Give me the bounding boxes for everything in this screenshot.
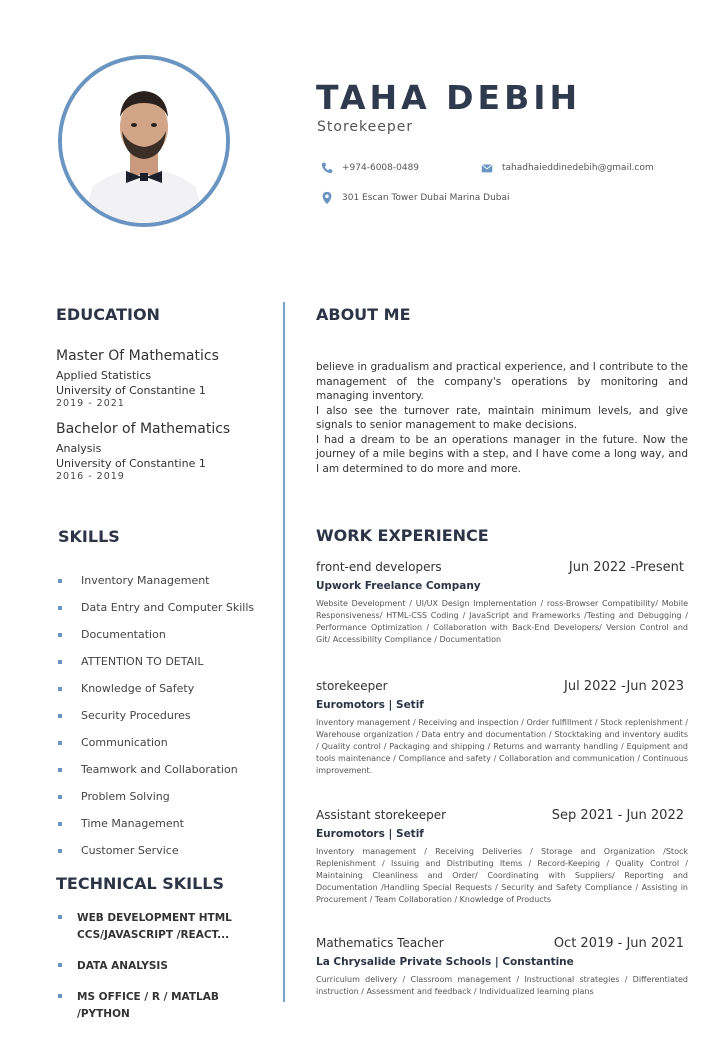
- education-item: [56, 421, 230, 482]
- job-description: Website Development / UI/UX Design Implementation / ross-Browser Compatibility/ Mobile Responsiveness/ HTML-CSS Coding / JavaScript and Frameworks /Testing and Debugging / Performance Optimization / Collaboration with Back-End Developers/ Version Control and Git/ Accessibility Compliance / Documentation: [316, 599, 688, 644]
- skill-item: Time Management: [56, 810, 281, 837]
- address-contact: [320, 191, 510, 205]
- job-entry: [316, 808, 688, 906]
- job-entry: [316, 560, 688, 646]
- portrait-image: [62, 59, 226, 223]
- skill-item: ATTENTION TO DETAIL: [56, 648, 281, 675]
- skills-list: [56, 567, 281, 864]
- bullet-icon: [58, 606, 62, 610]
- skill-item: Problem Solving: [56, 783, 281, 810]
- bullet-icon: [58, 660, 62, 664]
- bullet-icon: [58, 795, 62, 799]
- bullet-icon: [58, 994, 62, 998]
- skills-heading: SKILLS: [58, 527, 120, 546]
- technical-skill-item: WEB DEVELOPMENT HTML CCS/JAVASCRIPT /REACT...: [56, 910, 281, 944]
- job-company: Euromotors | Setif: [316, 699, 424, 711]
- degree-title: Bachelor of Mathematics: [56, 421, 231, 437]
- email-address: tahadhaieddinedebih@gmail.com: [502, 163, 654, 173]
- job-description: Inventory management / Receiving Deliveries / Storage and Organization /Stock Replenishment / Issuing and Distributing Items / Record-Keeping / Quality Control / Maintaining Cleanliness and Order/ Coordinating with Suppliers/ Reporting and Documentation /Handling Special Requests / Security and Safety Compliance / Assisting in Procurement / Team Collaboration / Knowledge of Products: [316, 847, 688, 904]
- degree-years: 2019 - 2021: [56, 398, 125, 409]
- bullet-icon: [58, 741, 62, 745]
- job-description: Curriculum delivery / Classroom management / Instructional strategies / Differentiated instruction / Assessment and feedback / Individualized learning plans: [316, 975, 688, 996]
- bullet-icon: [58, 633, 62, 637]
- job-title: front-end developers: [316, 560, 442, 574]
- job-title: Mathematics Teacher: [316, 936, 444, 950]
- degree-years: 2016 - 2019: [56, 471, 125, 482]
- profile-photo: [58, 55, 230, 227]
- degree-field: Analysis: [56, 442, 102, 455]
- degree-title: Master Of Mathematics: [56, 348, 219, 364]
- candidate-name: TAHA DEBIH: [316, 78, 582, 117]
- job-title: Assistant storekeeper: [316, 808, 447, 822]
- bullet-icon: [58, 915, 62, 919]
- skill-item: Teamwork and Collaboration: [56, 756, 281, 783]
- skill-item: Inventory Management: [56, 567, 281, 594]
- job-dates: Sep 2021 - Jun 2022: [551, 808, 684, 823]
- technical-skill-item: MS OFFICE / R / MATLAB /PYTHON: [56, 989, 281, 1023]
- address-text: 301 Escan Tower Dubai Marina Dubai: [342, 193, 510, 203]
- location-icon: [320, 191, 334, 205]
- about-paragraph: believe in gradualism and practical experience, and I contribute to the management of the company's operations by monitoring and managing inventory.: [316, 361, 688, 402]
- column-divider: [283, 302, 285, 1002]
- technical-skills-list: [56, 910, 281, 1037]
- phone-number: +974-6008-0489: [342, 163, 420, 173]
- job-company: Upwork Freelance Company: [316, 580, 481, 592]
- bullet-icon: [58, 849, 62, 853]
- candidate-role: Storekeeper: [317, 119, 414, 135]
- email-contact: [480, 161, 654, 175]
- skill-item: Security Procedures: [56, 702, 281, 729]
- skill-item: Communication: [56, 729, 281, 756]
- about-text: [316, 360, 688, 476]
- bullet-icon: [58, 579, 62, 583]
- skill-item: Data Entry and Computer Skills: [56, 594, 281, 621]
- job-company: Euromotors | Setif: [316, 828, 424, 840]
- degree-school: University of Constantine 1: [56, 384, 206, 397]
- job-dates: Jul 2022 -Jun 2023: [564, 679, 684, 694]
- about-heading: ABOUT ME: [316, 305, 411, 324]
- technical-skills-heading: TECHNICAL SKILLS: [56, 874, 224, 893]
- education-item: [56, 348, 219, 409]
- job-dates: Oct 2019 - Jun 2021: [553, 936, 684, 951]
- phone-icon: [320, 161, 334, 175]
- education-heading: EDUCATION: [56, 305, 160, 324]
- bullet-icon: [58, 687, 62, 691]
- email-icon: [480, 161, 494, 175]
- skill-item: Knowledge of Safety: [56, 675, 281, 702]
- bullet-icon: [58, 822, 62, 826]
- job-description: Inventory management / Receiving and inspection / Order fulfillment / Stock replenishment / Warehouse organization / Data entry and documentation / Stocktaking and inventory audits / Quality control / Packaging and shipping / Returns and warranty handling / Equipment and tools maintenance / Compliance and safety / Collaboration and communication / Continuous improvement.: [316, 718, 688, 775]
- bullet-icon: [58, 768, 62, 772]
- about-paragraph: I also see the turnover rate, maintain minimum levels, and give signals to senior management to make decisions.: [316, 404, 688, 431]
- job-company: La Chrysalide Private Schools | Constantine: [316, 956, 574, 968]
- bullet-icon: [58, 963, 62, 967]
- degree-field: Applied Statistics: [56, 369, 152, 382]
- about-paragraph: I had a dream to be an operations manager in the future. Now the journey of a mile begins with a step, and I have come a long way, and I am determined to do more and more.: [316, 433, 688, 475]
- job-dates: Jun 2022 -Present: [568, 560, 684, 575]
- bullet-icon: [58, 714, 62, 718]
- job-title: storekeeper: [316, 679, 388, 693]
- job-entry: [316, 679, 688, 777]
- technical-skill-item: DATA ANALYSIS: [56, 958, 281, 975]
- skill-item: Customer Service: [56, 837, 281, 864]
- phone-contact: [320, 161, 419, 175]
- degree-school: University of Constantine 1: [56, 457, 206, 470]
- work-heading: WORK EXPERIENCE: [316, 526, 489, 545]
- skill-item: Documentation: [56, 621, 281, 648]
- job-entry: [316, 936, 688, 998]
